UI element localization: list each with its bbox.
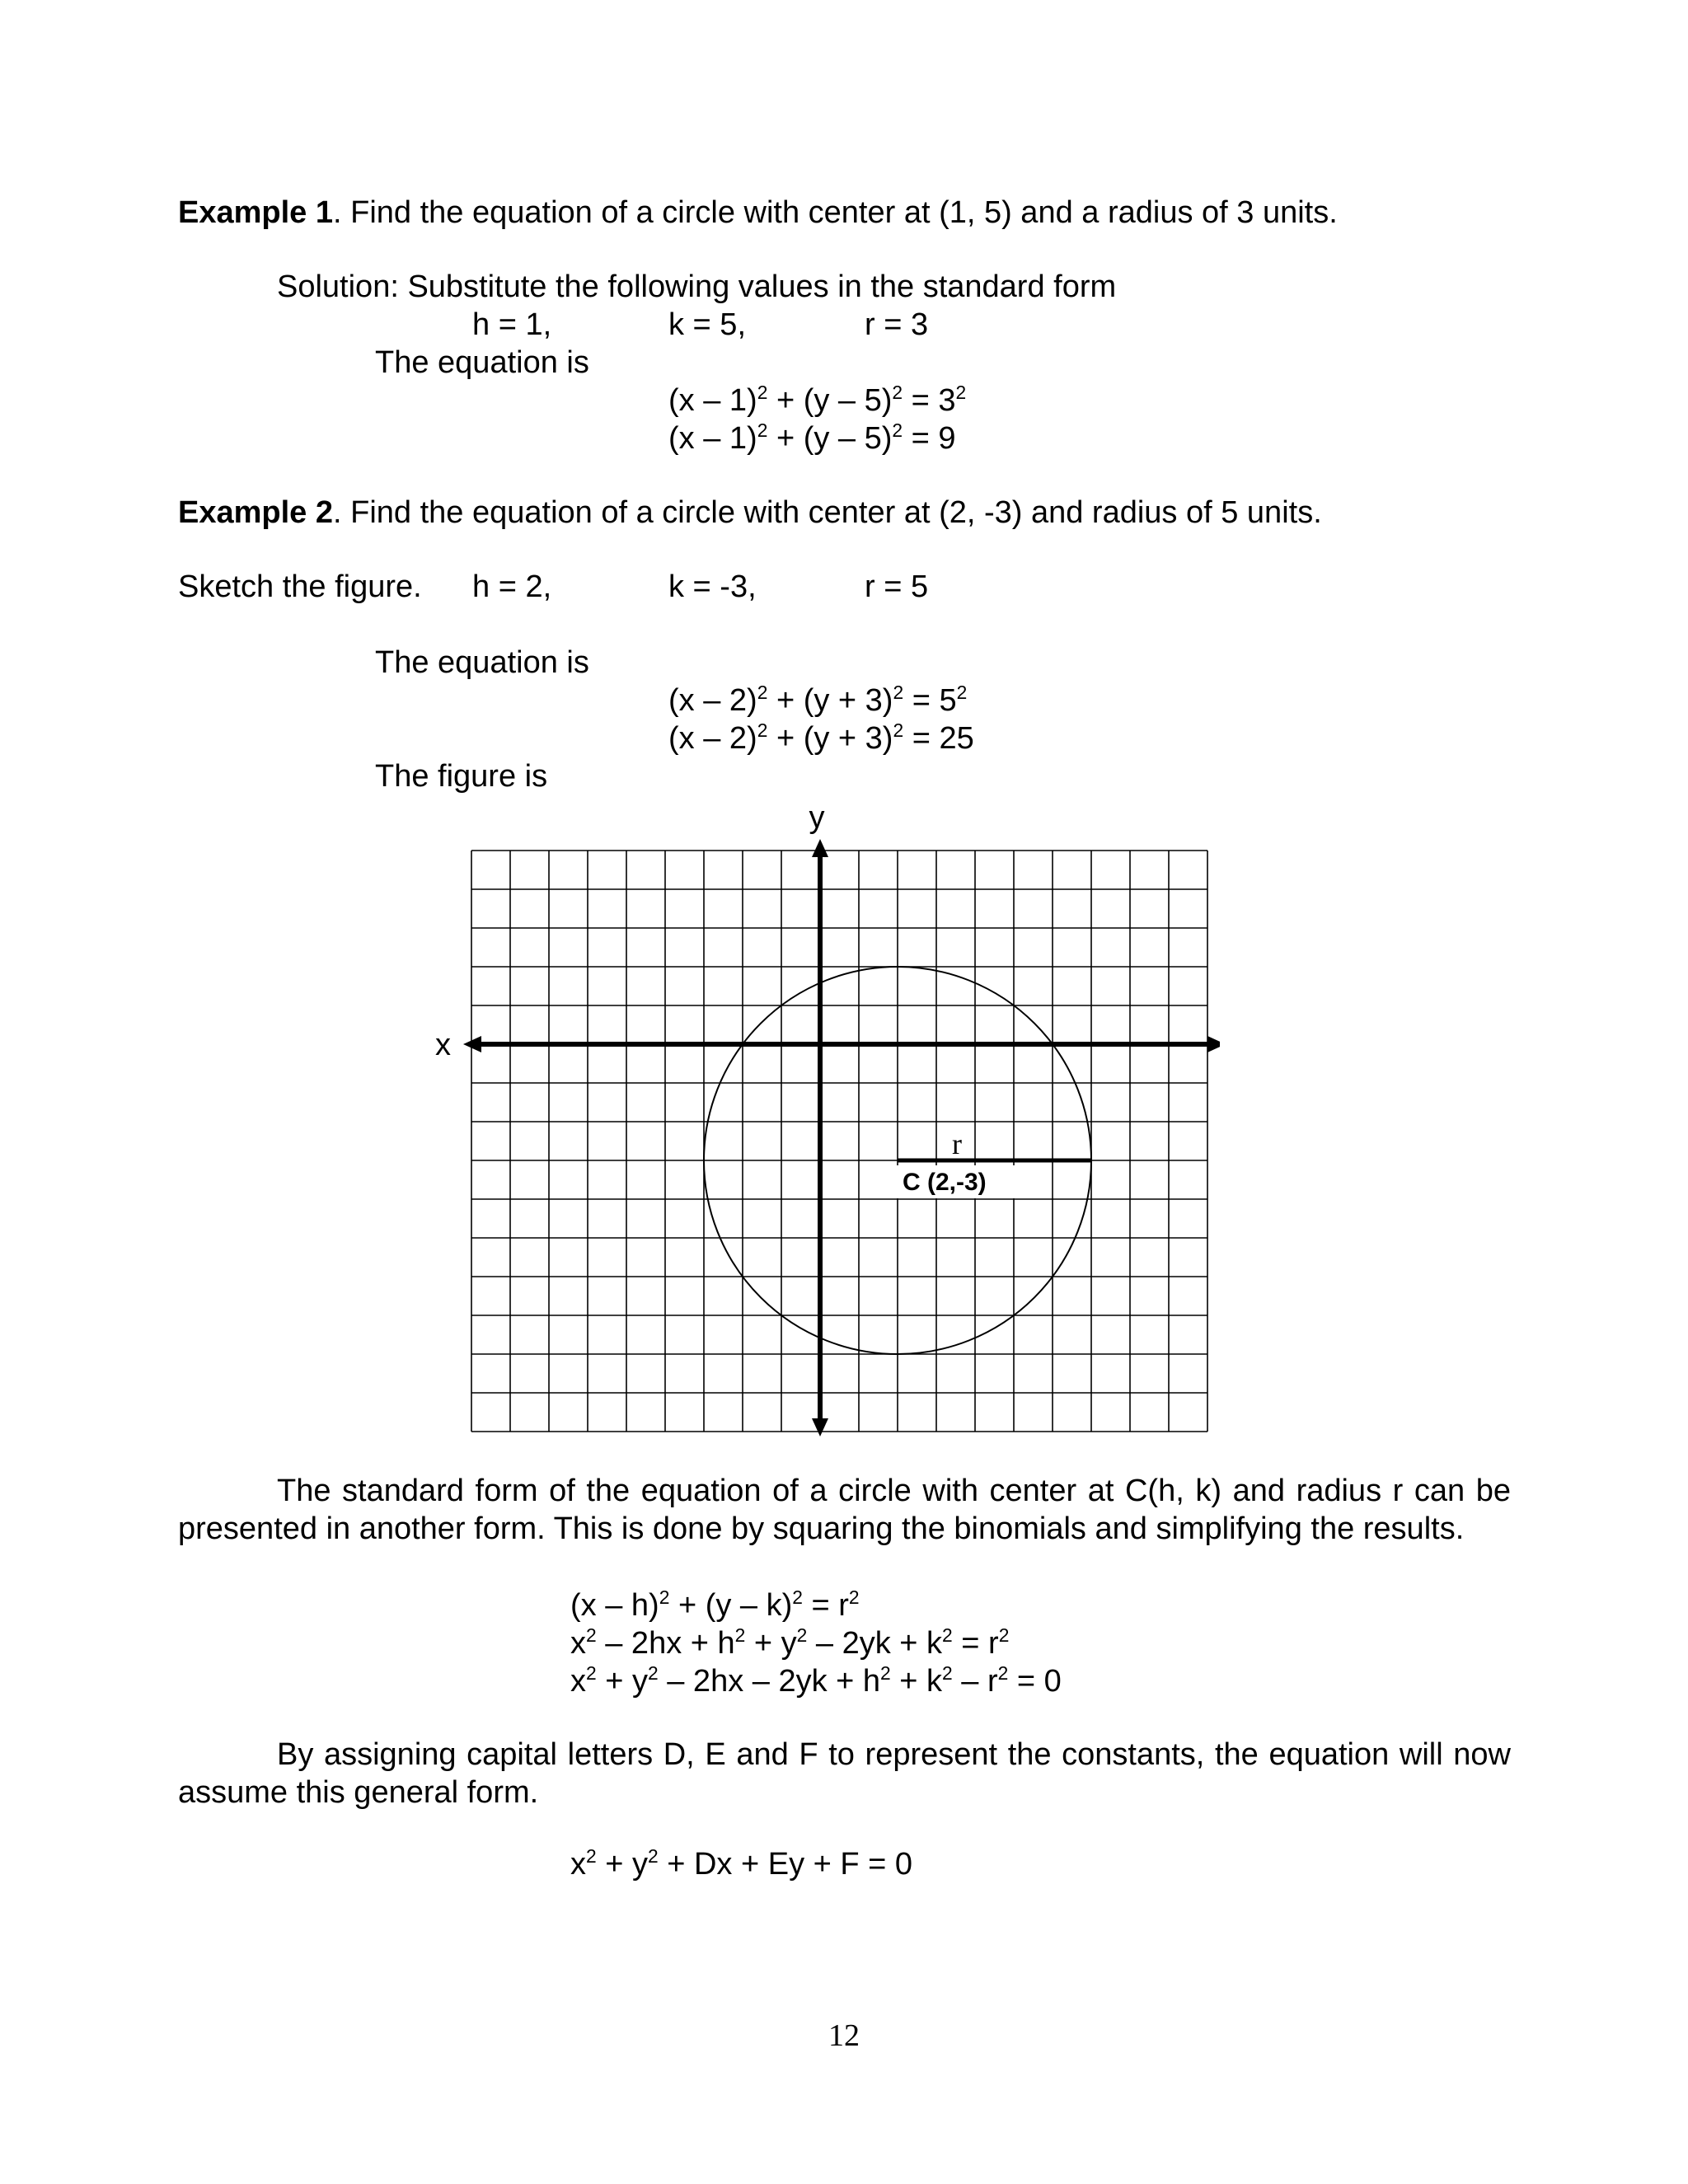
x-axis-label: x bbox=[435, 1028, 451, 1062]
circle-graph bbox=[429, 791, 1220, 1451]
example-1-equation-is: The equation is bbox=[375, 345, 589, 380]
page-number: 12 bbox=[828, 2018, 860, 2053]
general-form-paragraph: By assigning capital letters D, E and F to represent the constants, the equation will now assume this general form. bbox=[178, 1737, 1511, 1810]
example-2-sketch: Sketch the figure. bbox=[178, 569, 422, 604]
example-2-equation-is: The equation is bbox=[375, 645, 589, 680]
standard-equation-1: $(x - h)^2 + (y - k)^2 = r^2$ bbox=[570, 1586, 860, 1623]
example-2-equation-2: $(x - 2)^2 + (y + 3)^2 = 25$ bbox=[668, 719, 974, 756]
y-axis-label: y bbox=[809, 800, 825, 835]
example-2-k: k = -3, bbox=[668, 569, 757, 604]
example-2-r: r = 5 bbox=[865, 569, 929, 604]
example-2-heading bbox=[178, 494, 1322, 531]
example-1-label: Example 1 bbox=[178, 195, 333, 230]
example-1-equation-2: (x – 1)$^2$ + (y – 5)$^2$ = 9 bbox=[668, 419, 956, 456]
x-axis-arrow-right bbox=[1207, 1036, 1220, 1052]
example-1-r: r = 3 bbox=[865, 307, 929, 342]
general-equation: $x^2 + y^2 + Dx + Ey + F = 0$ bbox=[570, 1845, 913, 1882]
example-1-heading bbox=[178, 194, 1338, 231]
example-1-equation-1: $(x - 1)^2 + (y - 5)^2 = 3^2$ bbox=[668, 382, 967, 418]
example-1-h: h = 1, bbox=[472, 307, 552, 342]
example-1-solution: Solution: Substitute the following values in the standard form bbox=[277, 269, 1117, 304]
x-axis-arrow-left bbox=[463, 1036, 481, 1052]
example-2-h: h = 2, bbox=[472, 569, 552, 604]
example-1-k: k = 5, bbox=[668, 307, 746, 342]
standard-equation-2: $x^2 - 2hx + h^2 + y^2 - 2yk + k^2 = r^2$ bbox=[570, 1624, 1010, 1661]
example-2-label: Example 2 bbox=[178, 495, 333, 530]
y-axis-arrow-up bbox=[812, 839, 828, 857]
center-label: C (2,-3) bbox=[903, 1169, 987, 1196]
standard-equation-3: $x^2 + y^2 - 2hx - 2yk + h^2 + k^2 - r^2 = 0$ bbox=[570, 1662, 1062, 1699]
example-2-figure-is: The figure is bbox=[375, 759, 548, 794]
radius-label: r bbox=[952, 1127, 962, 1160]
standard-form-paragraph: The standard form of the equation of a circle with center at C(h, k) and radius r can be presented in another form. This is done by squaring the binomials and simplifying the results. bbox=[178, 1474, 1511, 1546]
example-2-text: . Find the equation of a circle with center at (2, -3) and radius of 5 units. bbox=[333, 495, 1322, 530]
example-1-text: . Find the equation of a circle with center at (1, 5) and a radius of 3 units. bbox=[333, 195, 1338, 230]
y-axis-arrow-down bbox=[812, 1418, 828, 1436]
example-2-equation-1: $(x - 2)^2 + (y + 3)^2 = 5^2$ bbox=[668, 682, 968, 718]
